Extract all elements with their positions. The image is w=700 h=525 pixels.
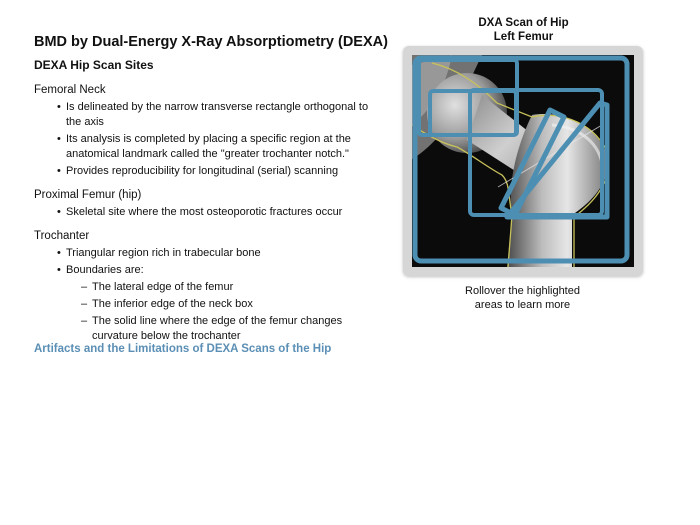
caption-line: areas to learn more: [474, 299, 571, 311]
group-title: Femoral Neck: [34, 84, 106, 96]
bullet-item: • Its analysis is completed by placing a specific region at the anatomical landmark called the "greater trochanter notch.": [34, 132, 384, 162]
bullet-list: [34, 246, 384, 344]
bullet-item: • Provides reproducibility for longitudinal (serial) scanning: [34, 164, 384, 179]
bullet-item: • Is delineated by the narrow transverse rectangle orthogonal to the axis: [34, 100, 384, 130]
group-title: Trochanter: [34, 230, 90, 242]
scan-sites-content: [34, 83, 384, 353]
group-title: Proximal Femur (hip): [34, 189, 142, 201]
group-femoral-neck: [34, 83, 384, 179]
caption-line: Rollover the highlighted: [465, 285, 580, 297]
bullet-list: [34, 100, 384, 179]
bullet-text: Boundaries are:: [66, 264, 144, 276]
group-proximal-femur: [34, 188, 384, 220]
figure-title-line: Left Femur: [493, 31, 554, 43]
dxa-scan-image: [412, 55, 634, 267]
group-trochanter: [34, 229, 384, 344]
bullet-item: • Triangular region rich in trabecular bone: [34, 246, 384, 261]
sub-bullet-item: – The lateral edge of the femur: [34, 280, 384, 295]
bullet-item: [34, 263, 384, 344]
sub-bullet-item: – The inferior edge of the neck box: [34, 297, 384, 312]
scan-image-frame: [403, 46, 643, 276]
page-title: BMD by Dual-Energy X-Ray Absorptiometry (DEXA): [34, 34, 388, 50]
figure-caption: [405, 284, 640, 312]
artifacts-limitations-link[interactable]: Artifacts and the Limitations of DEXA Scans of the Hip: [34, 343, 332, 355]
figure-title: [405, 16, 642, 44]
sub-bullet-item: – The solid line where the edge of the femur changes curvature below the trochanter: [34, 314, 384, 344]
bullet-item: • Skeletal site where the most osteoporotic fractures occur: [34, 205, 384, 220]
figure-title-line: DXA Scan of Hip: [478, 17, 569, 29]
sub-bullet-list: [66, 280, 384, 344]
section-title: DEXA Hip Scan Sites: [34, 58, 154, 72]
bullet-list: [34, 205, 384, 220]
